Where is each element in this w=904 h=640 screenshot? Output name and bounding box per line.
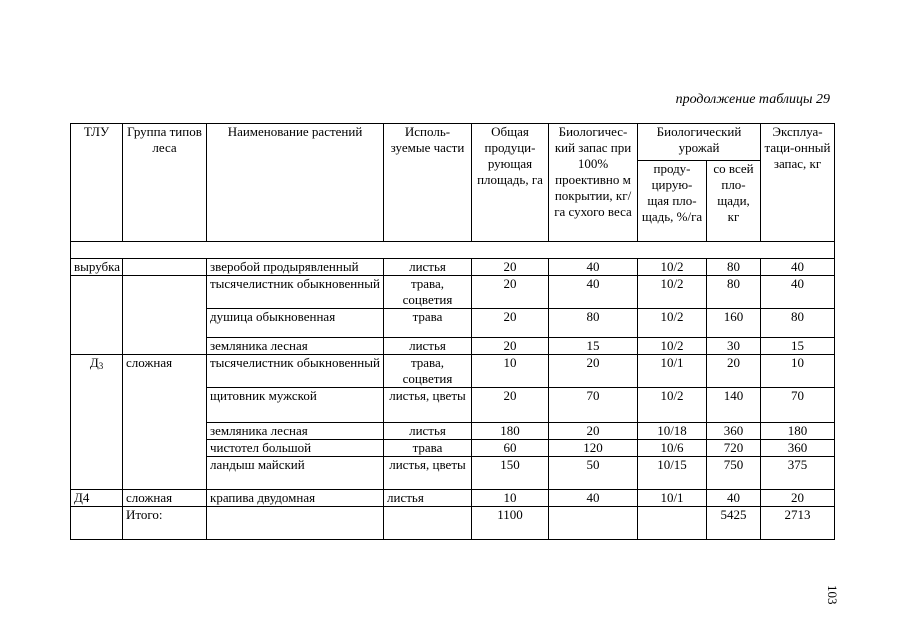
cell-exploit: 375 (761, 457, 835, 490)
cell-stock: 40 (549, 490, 638, 507)
cell-stock: 120 (549, 440, 638, 457)
header-bio-stock: Биологичес-кий запас при 100% проективно м покрытии, кг/га сухого веса (549, 124, 638, 242)
cell-plant: щитовник мужской (207, 388, 384, 423)
cell-total: 80 (707, 276, 761, 309)
cell-exploit: 180 (761, 423, 835, 440)
cell-part: листья (384, 490, 472, 507)
cell-plant: зверобой продырявленный (207, 259, 384, 276)
cell-part: листья, цветы (384, 457, 472, 490)
cell-plant: душица обыкновенная (207, 309, 384, 338)
cell-stock: 20 (549, 423, 638, 440)
cell-plant: тысячелистник обыкновенный (207, 355, 384, 388)
cell-exploit: 40 (761, 259, 835, 276)
cell-part: трава (384, 440, 472, 457)
cell-stock: 40 (549, 276, 638, 309)
cell-pct: 10/1 (638, 490, 707, 507)
table-row (71, 259, 835, 276)
cell-stock: 15 (549, 338, 638, 355)
cell-total: 80 (707, 259, 761, 276)
header-tlu: ТЛУ (71, 124, 123, 242)
cell-pct: 10/2 (638, 259, 707, 276)
cell-tlu: Д4 (71, 490, 123, 507)
cell-pct: 10/15 (638, 457, 707, 490)
total-row (71, 507, 835, 540)
blank-row (71, 242, 835, 259)
cell-exploit: 20 (761, 490, 835, 507)
cell-area: 20 (472, 259, 549, 276)
header-bio-yield: Биологический урожай (638, 124, 761, 161)
cell-area: 180 (472, 423, 549, 440)
cell-tlu: $Д_3$ (71, 355, 123, 490)
cell-pct: 10/18 (638, 423, 707, 440)
cell-exploit: 15 (761, 338, 835, 355)
cell-exploit: 360 (761, 440, 835, 457)
cell-part: трава, соцветия (384, 355, 472, 388)
cell-total: 30 (707, 338, 761, 355)
cell-pct: 10/2 (638, 309, 707, 338)
cell-area: 20 (472, 276, 549, 309)
cell-stock: 40 (549, 259, 638, 276)
cell-pct: 10/2 (638, 338, 707, 355)
cell-area: 20 (472, 309, 549, 338)
cell-group: сложная (123, 355, 207, 490)
cell-part: листья (384, 338, 472, 355)
cell-area: 20 (472, 388, 549, 423)
cell-stock: 80 (549, 309, 638, 338)
total-label: Итого: (123, 507, 207, 540)
cell-group (123, 259, 207, 276)
cell-stock: 70 (549, 388, 638, 423)
header-used-parts: Исполь-зуемые части (384, 124, 472, 242)
cell-exploit: 10 (761, 355, 835, 388)
cell-tlu: вырубка (71, 259, 123, 276)
cell-total: 750 (707, 457, 761, 490)
cell-total: 20 (707, 355, 761, 388)
cell-pct: 10/6 (638, 440, 707, 457)
cell-part: трава, соцветия (384, 276, 472, 309)
table-row (71, 355, 835, 388)
cell-plant: земляника лесная (207, 338, 384, 355)
cell-area: 20 (472, 338, 549, 355)
cell-exploit: 80 (761, 309, 835, 338)
cell-stock: 50 (549, 457, 638, 490)
cell-pct: 10/2 (638, 276, 707, 309)
cell-area: 60 (472, 440, 549, 457)
plants-table (70, 123, 835, 540)
cell-exploit: 40 (761, 276, 835, 309)
header-plant-name: Наименование растений (207, 124, 384, 242)
cell-total: 360 (707, 423, 761, 440)
header-forest-group: Группа типов леса (123, 124, 207, 242)
cell-area: 10 (472, 490, 549, 507)
cell-plant: ландыш майский (207, 457, 384, 490)
total-yield: 5425 (707, 507, 761, 540)
header-total-area: Общая продуци-рующая площадь, га (472, 124, 549, 242)
page-number: 103 (825, 585, 840, 605)
cell-part: листья (384, 259, 472, 276)
header-exploit-stock: Эксплуа-таци-онный запас, кг (761, 124, 835, 242)
cell-exploit: 70 (761, 388, 835, 423)
cell-plant: тысячелистник обыкновенный (207, 276, 384, 309)
cell-total: 160 (707, 309, 761, 338)
cell-total: 40 (707, 490, 761, 507)
cell-plant: чистотел большой (207, 440, 384, 457)
header-yield-per-area: проду-цирую-щая пло-щадь, %/га (638, 161, 707, 242)
header-yield-total: со всей пло-щади, кг (707, 161, 761, 242)
cell-part: листья, цветы (384, 388, 472, 423)
cell-part: трава (384, 309, 472, 338)
cell-part: листья (384, 423, 472, 440)
cell-total: 720 (707, 440, 761, 457)
cell-area: 150 (472, 457, 549, 490)
total-exploit: 2713 (761, 507, 835, 540)
table-caption: продолжение таблицы 29 (675, 92, 830, 107)
table-row (71, 276, 835, 309)
cell-plant: крапива двудомная (207, 490, 384, 507)
cell-pct: 10/2 (638, 388, 707, 423)
cell-stock: 20 (549, 355, 638, 388)
cell-pct: 10/1 (638, 355, 707, 388)
cell-total: 140 (707, 388, 761, 423)
cell-group: сложная (123, 490, 207, 507)
cell-plant: земляника лесная (207, 423, 384, 440)
cell-area: 10 (472, 355, 549, 388)
total-area: 1100 (472, 507, 549, 540)
table-row (71, 490, 835, 507)
